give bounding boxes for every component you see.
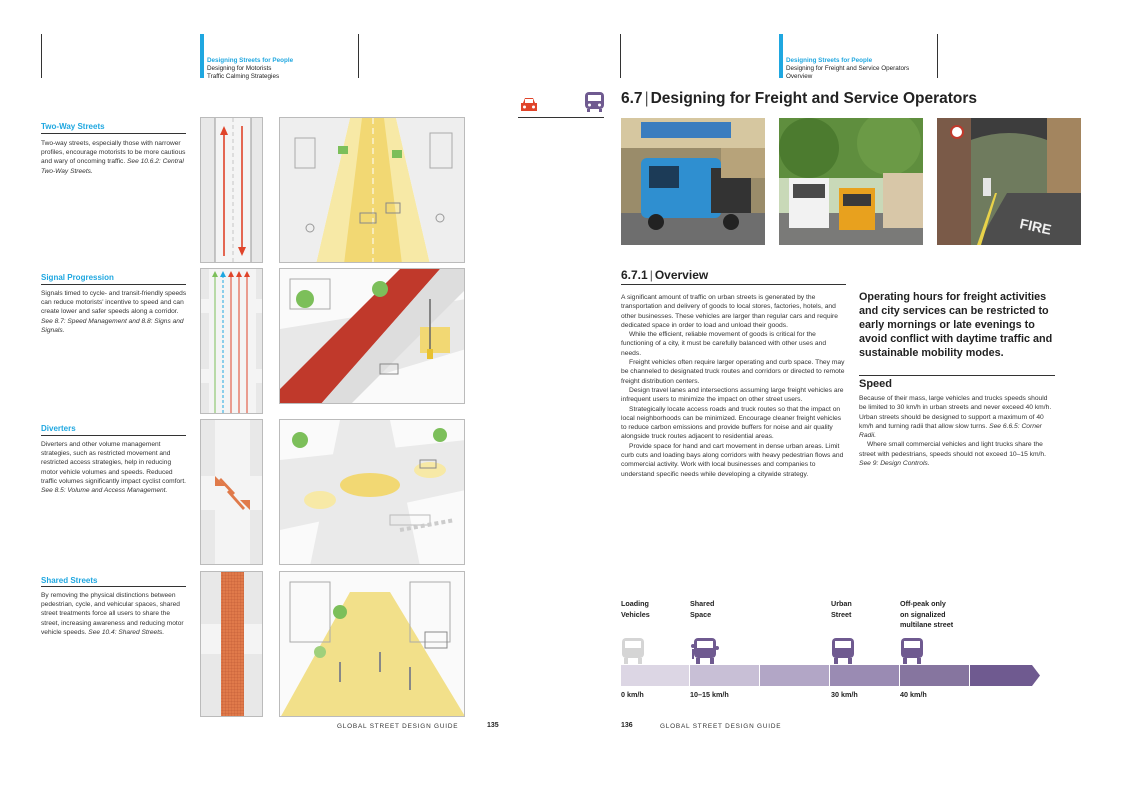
scale-label-line: Off-peak only — [900, 599, 946, 608]
section-title-diverters: Diverters — [41, 424, 76, 433]
speed-bar-segment — [900, 665, 969, 686]
speed-paragraph — [859, 394, 1055, 440]
overview-number: 6.7.1 — [621, 268, 648, 282]
scale-label-offpeak — [900, 599, 953, 631]
section-ref: See 10.4: Shared Streets. — [88, 628, 165, 636]
speed-value-0: 0 km/h — [621, 690, 644, 699]
section-title-shared-streets: Shared Streets — [41, 576, 98, 585]
speed-bar-segment — [830, 665, 899, 686]
section-title-two-way: Two-Way Streets — [41, 122, 105, 131]
overview-paragraph: While the efficient, reliable movement of goods is critical for the functioning of a city, it must be carefully balanced with other uses and needs. — [621, 331, 827, 357]
car-icon — [520, 96, 538, 116]
signal-progression-illustration — [279, 268, 465, 404]
speed-bar-segment — [690, 665, 759, 686]
speed-bar-segment — [760, 665, 829, 686]
scale-label-line: Vehicles — [621, 609, 650, 619]
two-way-plan-diagram — [200, 117, 263, 263]
section-ref: See 8.7: Speed Management and 8.8: Signs and Signals. — [41, 317, 184, 334]
speed-value-shared: 10–15 km/h — [690, 690, 729, 699]
title-text: Designing for Freight and Service Operators — [650, 90, 978, 107]
scale-label-urban — [831, 599, 852, 620]
speed-bar-segment — [621, 665, 689, 686]
truck-icon — [584, 91, 605, 113]
photo-auto-rickshaw — [621, 118, 765, 245]
overview-paragraph: Design travel lanes and intersections assuming large freight vehicles are infrequent users to minimize the impact on other street users. — [621, 386, 844, 404]
left-header-line3: Traffic Calming Strategies — [207, 73, 280, 80]
photo-service-vehicles — [779, 118, 923, 245]
speed-value-offpeak: 40 km/h — [900, 690, 927, 699]
shared-street-illustration — [279, 571, 465, 717]
scale-label-loading — [621, 599, 650, 620]
icon-divider-rule — [518, 117, 604, 118]
left-running-header — [207, 57, 293, 81]
speed-body — [859, 394, 1055, 468]
scale-label-shared — [690, 599, 714, 620]
signal-progression-plan-diagram — [200, 268, 263, 414]
two-way-street-illustration — [279, 117, 465, 263]
left-header-line1: Designing Streets for People — [207, 57, 294, 64]
overview-paragraph: Freight vehicles often require larger operating and curb space. They may be channeled to designated truck routes and corridors or directed to remote freight distribution centers. — [621, 359, 845, 385]
right-header-accent-bar — [779, 34, 783, 78]
speed-value-urban: 30 km/h — [831, 690, 858, 699]
right-header-line2: Designing for Freight and Service Operators — [786, 65, 910, 72]
right-header-line1: Designing Streets for People — [786, 57, 873, 64]
scale-label-line: on signalized — [900, 609, 946, 619]
speed-text: Where small commercial vehicles and light trucks share the street with pedestrians, speeds should not exceed 10–15 km/h. — [859, 441, 1046, 458]
right-header-rule — [937, 34, 938, 78]
truck-icon — [900, 637, 924, 665]
overview-heading — [621, 268, 708, 282]
section-rule — [41, 284, 186, 285]
speed-heading: Speed — [859, 378, 893, 390]
overview-paragraph: Provide space for hand and cart movement in dense urban areas. Limit curb cuts and loading bays along corridors with heavy pedestrian flows and commercial activity. Work with local businesses and companies to understand specific needs while developing a citywide strategy. — [621, 442, 844, 478]
right-margin-rule — [620, 34, 621, 78]
left-footer-guide: GLOBAL STREET DESIGN GUIDE — [337, 723, 459, 730]
speed-ref: See 6.6.5: Corner Radii. — [859, 422, 1042, 440]
left-header-accent-bar — [200, 34, 204, 78]
left-margin-rule — [41, 34, 42, 78]
overview-rule — [621, 284, 846, 285]
right-header-line3: Overview — [786, 73, 813, 80]
section-ref: See 10.6.2: Central Two-Way Streets. — [41, 158, 184, 175]
section-rule — [41, 133, 186, 134]
section-text: Signals timed to cycle- and transit-friendly speeds can reduce motorists' incentive to speed and can create lower and safer speeds along a corridor. — [41, 290, 187, 316]
section-title-signal-progression: Signal Progression — [41, 273, 114, 282]
scale-label-line: Space — [690, 609, 712, 619]
overview-paragraph: Strategically locate access roads and truck routes so that the impact on local neighborhoods can be minimized. Encourage cleaner freight vehicles to reduce carbon emissions and provide buffers for noise and air quality alongside truck routes adjacent to residential areas. — [621, 405, 842, 441]
section-body-signal-progression — [41, 289, 189, 335]
section-ref: See 8.5: Volume and Access Management. — [41, 487, 168, 495]
section-body-diverters — [41, 440, 189, 495]
section-text: By removing the physical distinctions between pedestrian, cycle, and vehicular spaces, shared street treatments force all users to share the street, increasing awareness and reducing motor vehicle speeds. — [41, 592, 184, 636]
diverters-plan-diagram — [200, 419, 263, 565]
speed-text: Because of their mass, large vehicles and trucks speeds should be limited to 30 km/h in urban streets and never exceed 40 km/h. Urban streets should be designed to support a maximum of 40 km/h and turning radii that allow slow turns. — [859, 395, 1052, 430]
right-running-header — [786, 57, 909, 81]
right-footer-guide: GLOBAL STREET DESIGN GUIDE — [660, 723, 782, 730]
truck-icon — [831, 637, 855, 665]
truck-with-pedestrian-icon — [690, 637, 720, 665]
svg-text:FIRE: FIRE — [1018, 215, 1053, 238]
overview-paragraph: A significant amount of traffic on urban streets is generated by the transportation and delivery of goods to local stores, factories, hotels, and other businesses. These vehicles are larger than regular cars and require dedicated space in order to load and unload their goods. — [621, 294, 838, 329]
scale-label-line: Loading — [621, 599, 649, 608]
section-body-two-way — [41, 139, 189, 176]
section-text: Two-way streets, especially those with narrower profiles, encourage motorists to be more cautious and wary of oncoming traffic. — [41, 140, 186, 166]
left-page-number: 135 — [487, 722, 499, 729]
truck-icon — [621, 637, 645, 665]
title-number: 6.7 — [621, 90, 643, 107]
overview-title: Overview — [654, 268, 709, 282]
overview-separator: | — [649, 268, 653, 282]
scale-label-line: Street — [831, 609, 852, 619]
shared-street-plan-diagram — [200, 571, 263, 717]
scale-label-line: Urban — [831, 599, 852, 608]
overview-body — [621, 293, 846, 479]
speed-bar-arrow — [970, 665, 1040, 686]
speed-ref: See 9: Design Controls. — [859, 460, 930, 468]
section-rule — [41, 435, 186, 436]
title-separator: | — [644, 90, 649, 107]
section-rule — [41, 586, 186, 587]
section-text: Diverters and other volume management strategies, such as restricted movement and restricted access strategies, help in reducing motor vehicle volumes and speeds. Reduced traffic volumes significantly impact cyclist comfort. — [41, 441, 186, 485]
speed-rule — [859, 375, 1055, 376]
scale-label-line: multilane street — [900, 620, 954, 629]
photo-loading-zone-marking — [937, 118, 1081, 245]
left-header-line2: Designing for Motorists — [207, 65, 272, 72]
speed-paragraph — [859, 440, 1055, 468]
page-title — [621, 90, 977, 108]
scale-label-line: Shared — [690, 599, 715, 608]
diverters-illustration — [279, 419, 465, 565]
right-page-number: 136 — [621, 722, 633, 729]
left-header-rule — [358, 34, 359, 78]
section-body-shared-streets — [41, 591, 189, 637]
pull-quote: Operating hours for freight activities and city services can be restricted to early mornings or late evenings to avoid conflict with daytime traffic and sustainable mobility modes. — [859, 291, 1053, 359]
